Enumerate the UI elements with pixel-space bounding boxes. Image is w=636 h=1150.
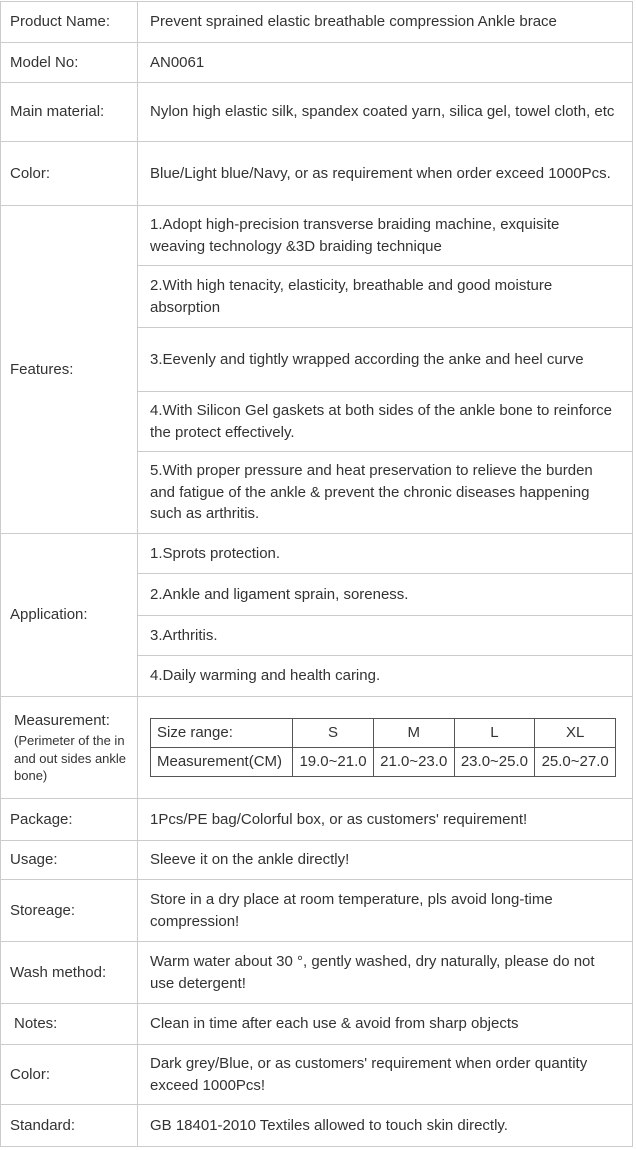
spec-row-application-1 — [1, 534, 633, 574]
size-value-s: 19.0~21.0 — [293, 748, 374, 777]
feature-item: 3.Eevenly and tightly wrapped according the anke and heel curve — [138, 328, 633, 392]
spec-value: Clean in time after each use & avoid from sharp objects — [138, 1004, 633, 1045]
spec-row-measurement — [1, 697, 633, 799]
spec-row-standard — [1, 1105, 633, 1147]
spec-value: Prevent sprained elastic breathable compression Ankle brace — [138, 2, 633, 43]
feature-item: 2.With high tenacity, elasticity, breathable and good moisture absorption — [138, 266, 633, 328]
size-values-row — [151, 748, 616, 777]
spec-label: Wash method: — [1, 942, 138, 1004]
spec-row-model-no — [1, 43, 633, 83]
spec-value: Store in a dry place at room temperature, pls avoid long-time compression! — [138, 880, 633, 942]
size-value-xl: 25.0~27.0 — [535, 748, 616, 777]
spec-label: Model No: — [1, 43, 138, 83]
spec-value: AN0061 — [138, 43, 633, 83]
spec-label: Color: — [1, 1045, 138, 1105]
spec-label: Main material: — [1, 83, 138, 142]
spec-label: Notes: — [1, 1004, 138, 1045]
spec-row-usage — [1, 841, 633, 880]
spec-row-main-material — [1, 83, 633, 142]
spec-label: Standard: — [1, 1105, 138, 1147]
size-col-m: M — [373, 719, 454, 748]
application-item: 4.Daily warming and health caring. — [138, 656, 633, 697]
spec-row-package — [1, 799, 633, 841]
spec-value: Blue/Light blue/Navy, or as requirement when order exceed 1000Pcs. — [138, 142, 633, 206]
spec-value: Sleeve it on the ankle directly! — [138, 841, 633, 880]
spec-row-notes — [1, 1004, 633, 1045]
spec-row-wash-method — [1, 942, 633, 1004]
application-item: 2.Ankle and ligament sprain, soreness. — [138, 574, 633, 616]
measurement-table-cell — [138, 697, 633, 799]
size-col-xl: XL — [535, 719, 616, 748]
spec-row-color-2 — [1, 1045, 633, 1105]
feature-item: 1.Adopt high-precision transverse braiding machine, exquisite weaving technology &3D braiding technique — [138, 206, 633, 266]
spec-label: Usage: — [1, 841, 138, 880]
spec-row-color — [1, 142, 633, 206]
product-spec-table — [0, 1, 633, 1147]
application-label: Application: — [1, 534, 138, 697]
feature-item: 4.With Silicon Gel gaskets at both sides of the ankle bone to reinforce the protect effectively. — [138, 392, 633, 452]
size-header-row — [151, 719, 616, 748]
spec-label: Package: — [1, 799, 138, 841]
spec-label: Color: — [1, 142, 138, 206]
features-label: Features: — [1, 206, 138, 534]
spec-value: GB 18401-2010 Textiles allowed to touch skin directly. — [138, 1105, 633, 1147]
size-col-s: S — [293, 719, 374, 748]
size-corner-label: Size range: — [151, 719, 293, 748]
application-item: 3.Arthritis. — [138, 616, 633, 656]
feature-item: 5.With proper pressure and heat preservation to relieve the burden and fatigue of the ankle & prevent the chronic diseases happening such as arthritis. — [138, 452, 633, 534]
size-range-table — [150, 718, 616, 777]
spec-row-product-name — [1, 2, 633, 43]
spec-value: Dark grey/Blue, or as customers' requirement when order quantity exceed 1000Pcs! — [138, 1045, 633, 1105]
measurement-label-cell — [1, 697, 138, 799]
size-value-m: 21.0~23.0 — [373, 748, 454, 777]
spec-label: Product Name: — [1, 2, 138, 43]
spec-value: 1Pcs/PE bag/Colorful box, or as customers' requirement! — [138, 799, 633, 841]
spec-value: Nylon high elastic silk, spandex coated yarn, silica gel, towel cloth, etc — [138, 83, 633, 142]
spec-value: Warm water about 30 °, gently washed, dry naturally, please do not use detergent! — [138, 942, 633, 1004]
measurement-label: Measurement: — [14, 712, 110, 730]
spec-label: Storeage: — [1, 880, 138, 942]
application-item: 1.Sprots protection. — [138, 534, 633, 574]
spec-row-storeage — [1, 880, 633, 942]
measurement-sublabel: (Perimeter of the in and out sides ankle bone) — [14, 733, 127, 784]
size-row-label: Measurement(CM) — [151, 748, 293, 777]
size-col-l: L — [454, 719, 535, 748]
size-value-l: 23.0~25.0 — [454, 748, 535, 777]
spec-row-feature-1 — [1, 206, 633, 266]
